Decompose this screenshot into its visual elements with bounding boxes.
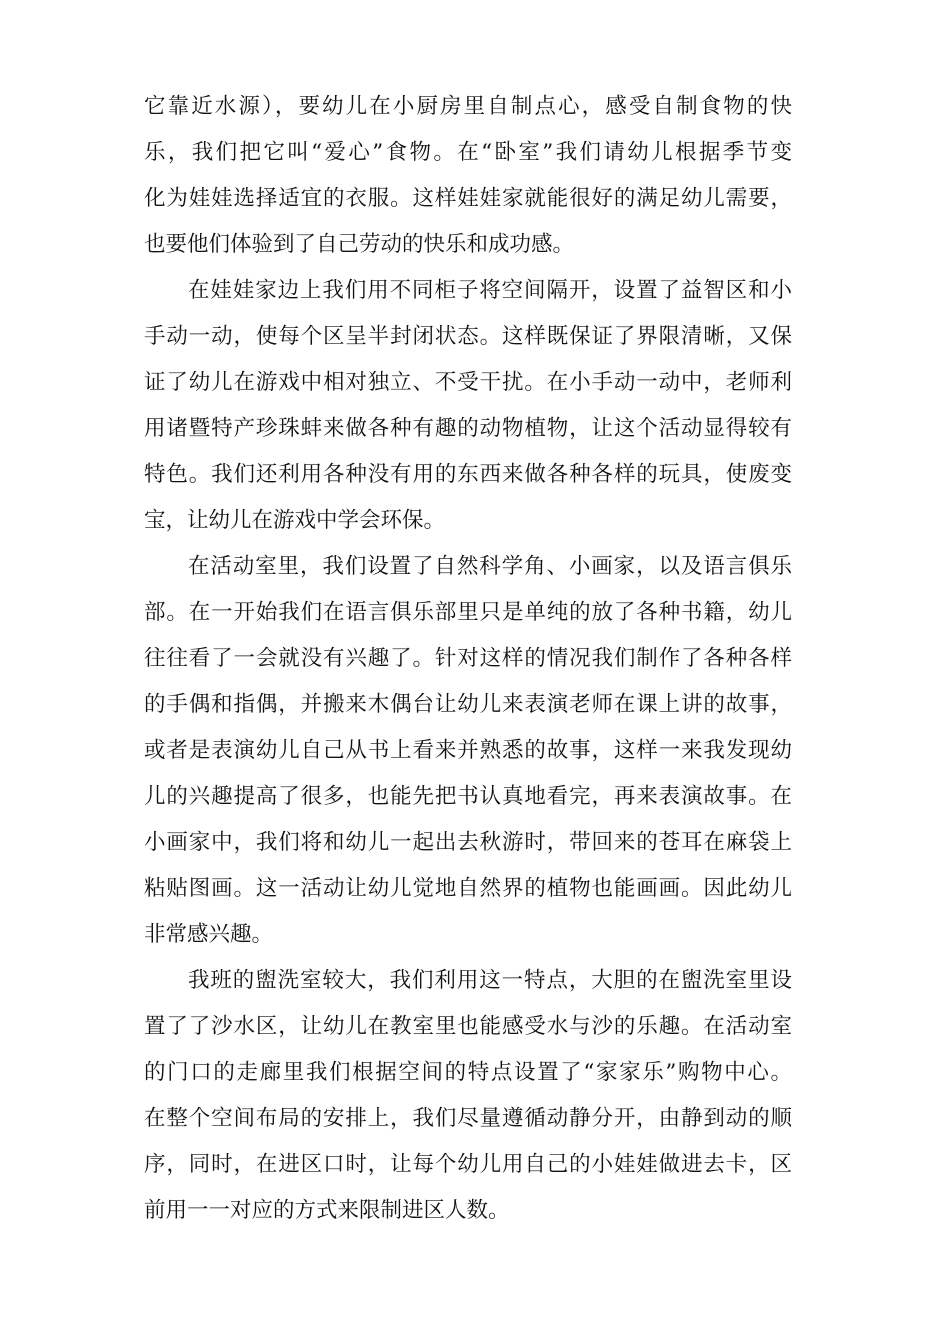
- text-line: 粘贴图画。这一活动让幼儿觉地自然界的植物也能画画。因此幼儿: [144, 876, 792, 901]
- text-line: 证了幼儿在游戏中相对独立、不受干扰。在小手动一动中，老师利: [144, 370, 792, 395]
- text-line: 前用一一对应的方式来限制进区人数。: [144, 1198, 510, 1223]
- text-line: 手动一动，使每个区呈半封闭状态。这样既保证了界限清晰，又保: [144, 324, 792, 349]
- paragraph-2: [144, 268, 804, 544]
- text-line: 宝，让幼儿在游戏中学会环保。: [144, 508, 446, 533]
- text-line: 化为娃娃选择适宜的衣服。这样娃娃家就能很好的满足幼儿需要，: [144, 186, 792, 211]
- text-line: 我班的盥洗室较大，我们利用这一特点，大胆的在盥洗室里设: [188, 968, 792, 993]
- text-line: 序，同时，在进区口时，让每个幼儿用自己的小娃娃做进去卡，区: [144, 1152, 792, 1177]
- text-line: 非常感兴趣。: [144, 922, 274, 947]
- text-line: 置了了沙水区，让幼儿在教室里也能感受水与沙的乐趣。在活动室: [144, 1014, 792, 1039]
- text-line: 用诸暨特产珍珠蚌来做各种有趣的动物植物，让这个活动显得较有: [144, 416, 792, 441]
- text-line: 在整个空间布局的安排上，我们尽量遵循动静分开，由静到动的顺: [144, 1106, 792, 1131]
- text-line: 它靠近水源），要幼儿在小厨房里自制点心，感受自制食物的快: [144, 94, 792, 119]
- text-line: 或者是表演幼儿自己从书上看来并熟悉的故事，这样一来我发现幼: [144, 738, 792, 763]
- paragraph-4: [144, 958, 804, 1234]
- document-body: [144, 84, 804, 1234]
- text-line: 在娃娃家边上我们用不同柜子将空间隔开，设置了益智区和小: [188, 278, 792, 303]
- text-line: 的手偶和指偶，并搬来木偶台让幼儿来表演老师在课上讲的故事，: [144, 692, 792, 717]
- text-line: 的门口的走廊里我们根据空间的特点设置了“家家乐”购物中心。: [144, 1060, 792, 1085]
- text-line: 部。在一开始我们在语言俱乐部里只是单纯的放了各种书籍，幼儿: [144, 600, 792, 625]
- text-line: 往往看了一会就没有兴趣了。针对这样的情况我们制作了各种各样: [144, 646, 792, 671]
- paragraph-3: [144, 544, 804, 958]
- text-line: 小画家中，我们将和幼儿一起出去秋游时，带回来的苍耳在麻袋上: [144, 830, 792, 855]
- text-line: 也要他们体验到了自己劳动的快乐和成功感。: [144, 232, 575, 257]
- text-line: 儿的兴趣提高了很多，也能先把书认真地看完，再来表演故事。在: [144, 784, 792, 809]
- text-line: 乐，我们把它叫“爱心”食物。在“卧室”我们请幼儿根据季节变: [144, 140, 792, 165]
- text-line: 在活动室里，我们设置了自然科学角、小画家，以及语言俱乐: [188, 554, 792, 579]
- paragraph-1: [144, 84, 804, 268]
- text-line: 特色。我们还利用各种没有用的东西来做各种各样的玩具，使废变: [144, 462, 792, 487]
